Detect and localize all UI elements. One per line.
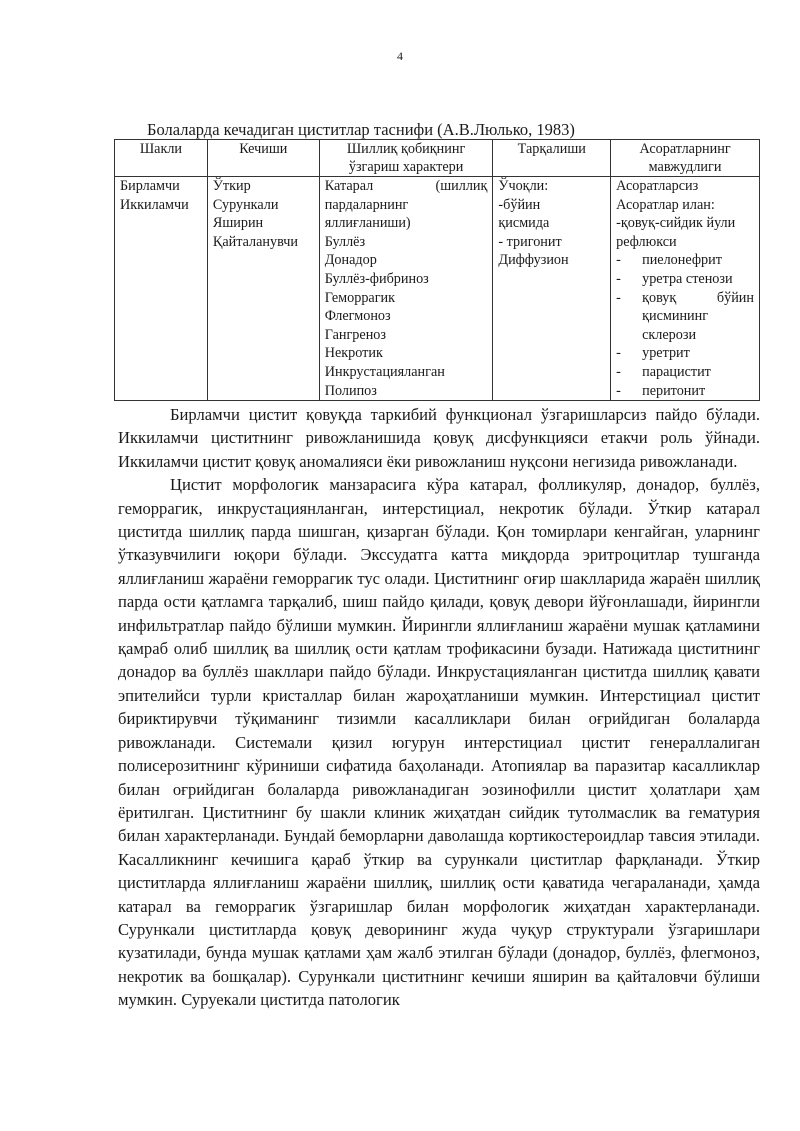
list-item: Яширин [212, 215, 264, 232]
list-item: Бирламчи [120, 178, 180, 194]
header-spread: Тарқалиши [493, 140, 611, 177]
list-item: - тригонит [498, 233, 562, 250]
complication-item: - уретра стенози [616, 270, 754, 289]
list-item: Донадор [324, 252, 377, 269]
list-item: Некротик [324, 345, 383, 362]
list-item: Асоратлар илан: [616, 196, 715, 213]
list-item: Буллёз [324, 233, 366, 250]
list-item: Асоратларсиз [616, 178, 699, 194]
list-item: Флегмоноз [324, 308, 391, 325]
list-item: Қайталанувчи [212, 233, 298, 250]
complication-item: - парацистит [616, 363, 754, 382]
complication-item: - пиелонефрит [616, 251, 754, 270]
list-item: Геморрагик [324, 289, 396, 306]
paragraph: Бирламчи цистит қовуқда таркибий функционал ўзгаришларсиз пайдо бўлади. Иккиламчи циститнинг ривожланишида қовуқ дисфункцияси етакчи роль ўйнади. Иккиламчи цистит қовуқ аномалияси ёки ривожланиш нуқсони негизида ривожланади. [118, 405, 760, 471]
list-item: -қовуқ-сийдик йули рефлюкси [616, 215, 736, 250]
list-item: Диффузион [498, 252, 569, 269]
list-item: Инкрустацияланган [324, 363, 445, 380]
paragraph: Цистит морфологик манзарасига кўра катарал, фолликуляр, донадор, буллёз, геморрагик, инкрустациянланган, интерстициал, некротик бўлади. Ўткир катарал циститда шиллиқ парда шишган, қизарган бўлади. Қон томирлари кенгайган, уларнинг ўтказувчилиги юқори бўлади. Экссудатга катта миқдорда эритроцитлар тушганда яллиғланиш жараёни геморрагик тус олади. Циститнинг оғир шаклларида жараён шиллиқ парда ости қатламга тарқалиб, шиш пайдо қилади, қовуқ девори йўғонлашади, йирингли инфильтратлар пайдо бўлиши мумкин. Йирингли яллиғланиш жараёни мушак қатламини қамраб олиб шиллиқ ва шиллиқ ости қатлам трофикасини бузади. Натижада циститнинг донадор ва буллёз шакллари пайдо бўлади. Инкрустацияланган циститда шиллиқ қавати эпителийси турли кристаллар билан жароҳатланиши мумкин. Интерстициал цистит бириктирувчи тўқиманинг тизимли касалликлари билан оғрийдиган болаларда ривожланади. Системали қизил югурун интерстициал цистит генераллалиган полисерозитнинг кўриниши сифатида баҳоланади. Атопиялар ва паразитар касалликлар билан оғрийдиган болаларда ривожланадиган эозинофилли цистит ҳолатлари ҳам ёритилган. Циститнинг бу шакли клиник жиҳатдан сийдик тутолмаслик ва гематурия билан характерланади. Бундай беморларни даволашда кортикостероидлар тавсия этилади. Касалликнинг кечишига қараб ўткир ва сурункали циститлар фарқланади. Ўткир циститларда яллиғланиш жараёни шиллиқ, шиллиқ ости қаватида чегараланади, ҳамда катарал ва геморрагик ўзгаришлар билан морфологик жиҳатдан характерланади. Сурункали циститларда қовуқ деворининг жуда чуқур структурали ўзгаришлари кузатилади, бунда мушак қатлами ҳам жалб этилган бўлади (донадор, буллёз, флегмоноз, некротик ва бошқалар). Сурункали циститнинг кечиши яширин ва қайталовчи бўлиши мумкин. Суруекали циститда патологик [118, 475, 760, 1010]
complication-item: - қовуқ бўйин қисмининг склерози [616, 289, 754, 345]
complication-item: - перитонит [616, 382, 754, 401]
cell-spread [493, 177, 611, 401]
page-number: 4 [397, 49, 403, 63]
list-item: Иккиламчи [120, 196, 189, 213]
header-course: Кечиши [207, 140, 319, 177]
list-item: Гангреноз [324, 326, 386, 343]
table-header-row [115, 140, 760, 177]
complication-item: - уретрит [616, 344, 754, 363]
header-mucosa-change: Шиллиқ қобиқнинг ўзгариш характери [319, 140, 493, 177]
list-item: Катарал (шиллиқ пардаларнинг яллиғланиши) [324, 178, 488, 232]
cell-form [115, 177, 208, 401]
list-item: Буллёз-фибриноз [324, 270, 429, 287]
list-item: -бўйин қисмида [498, 196, 550, 232]
table-row [115, 177, 760, 401]
list-item: Сурункали [212, 196, 279, 213]
cell-complications [611, 177, 760, 401]
table-caption: Болаларда кечадиган циститлар таснифи (А.В.Люлько, 1983) [147, 120, 575, 139]
header-complications: Асоратларнинг мавжудлиги [611, 140, 760, 177]
list-item: Полипоз [324, 382, 377, 399]
body-text [118, 403, 760, 1012]
cell-course [207, 177, 319, 401]
cell-mucosa-change [319, 177, 493, 401]
list-item: Ўткир [212, 178, 251, 194]
list-item: Ўчоқли: [498, 178, 549, 194]
header-form: Шакли [115, 140, 208, 177]
classification-table [114, 139, 760, 401]
